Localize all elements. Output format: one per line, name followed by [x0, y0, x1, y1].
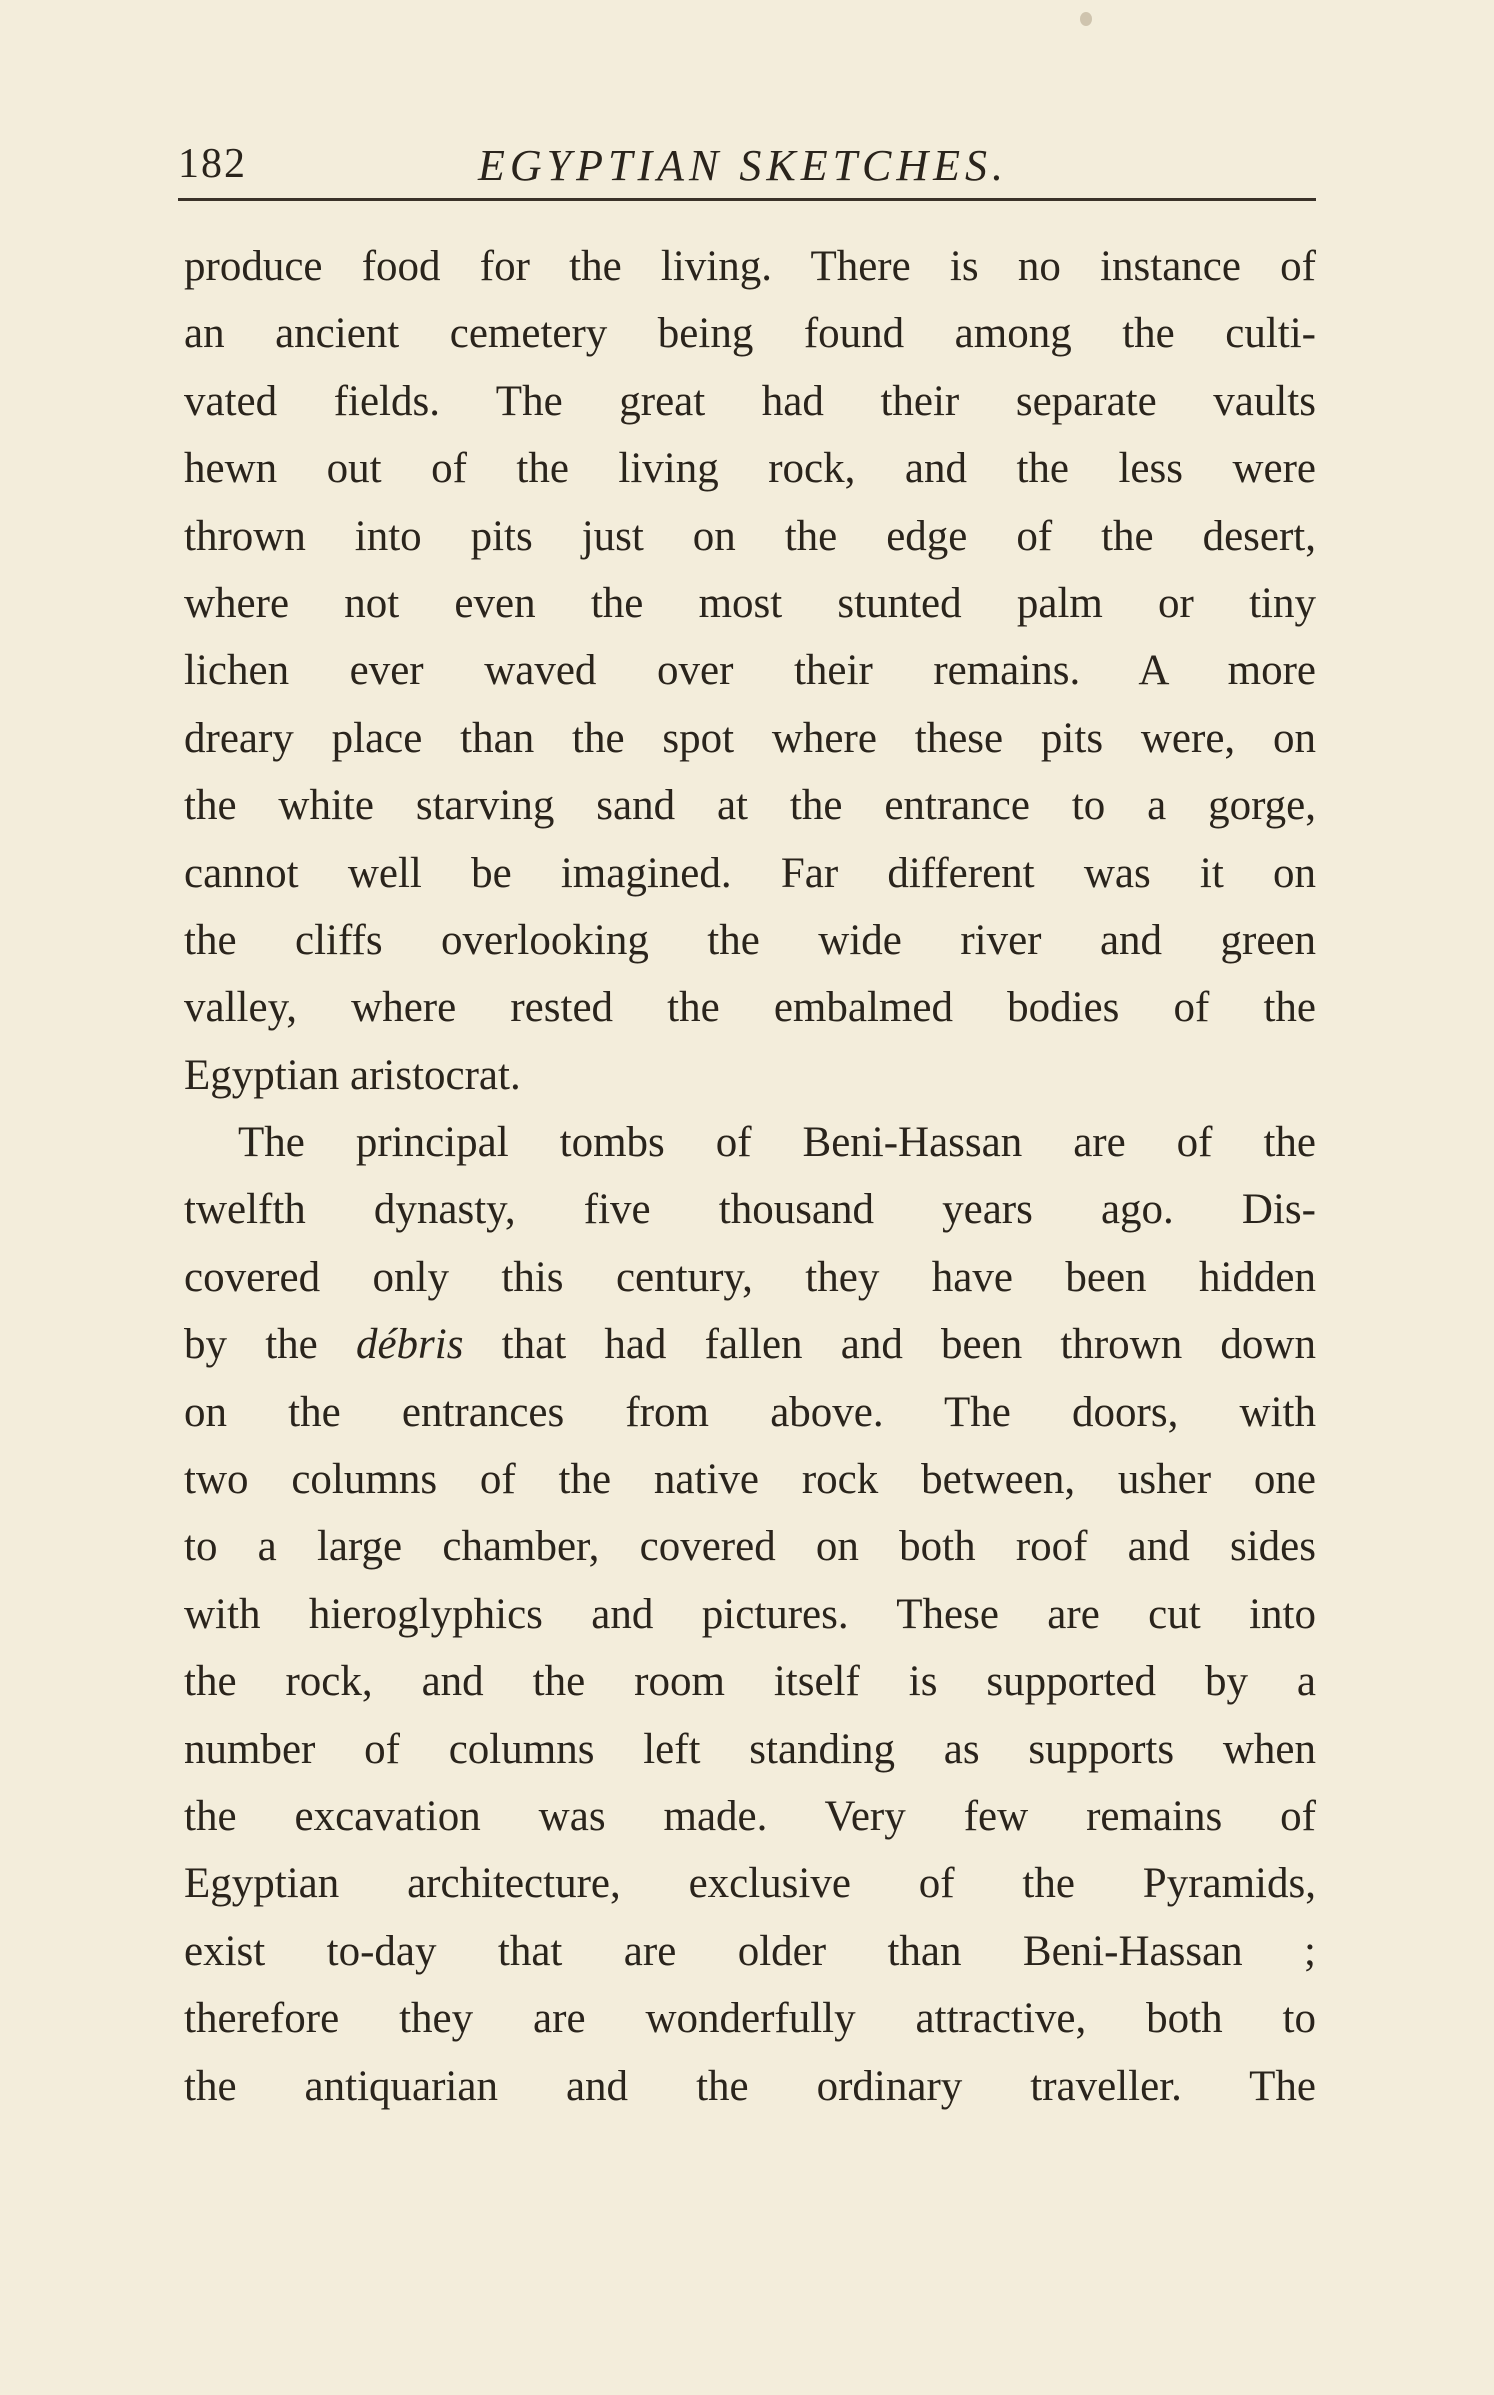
paper-spot — [1080, 12, 1092, 26]
text-line: Egyptian architecture, exclusive of the Pyramids, — [184, 1860, 1316, 1908]
text-line-with-italic — [184, 1311, 1316, 1378]
text-line: covered only this century, they have been hidden — [184, 1253, 1316, 1301]
text-line: the excavation was made. Very few remains of — [184, 1792, 1316, 1840]
text-line: vated fields. The great had their separate vaults — [184, 377, 1316, 425]
text-line: with hieroglyphics and pictures. These are cut into — [184, 1590, 1316, 1638]
text-line: the cliffs overlooking the wide river and green — [184, 916, 1316, 964]
header-rule — [178, 198, 1316, 201]
text-line: twelfth dynasty, five thousand years ago. Dis- — [184, 1186, 1316, 1234]
text-line: an ancient cemetery being found among the culti- — [184, 310, 1316, 358]
text-line: The principal tombs of Beni-Hassan are of the — [238, 1119, 1316, 1167]
text-line: the white starving sand at the entrance to a gorge, — [184, 782, 1316, 830]
text-line: dreary place than the spot where these pits were, on — [184, 714, 1316, 762]
italic-word: débris — [355, 1321, 464, 1369]
paragraph-1 — [184, 233, 1316, 1109]
line-text-before: by the — [184, 1321, 356, 1369]
text-line: lichen ever waved over their remains. A more — [184, 647, 1316, 695]
text-line: exist to-day that are older than Beni-Hassan ; — [184, 1927, 1316, 1975]
text-line: the rock, and the room itself is supported by a — [184, 1658, 1316, 1706]
text-line: the antiquarian and the ordinary traveller. The — [184, 2062, 1316, 2110]
paragraph-2 — [184, 1109, 1316, 2120]
page-number: 182 — [178, 141, 247, 187]
running-title: EGYPTIAN SKETCHES. — [478, 141, 1009, 190]
text-line: produce food for the living. There is no instance of — [184, 243, 1316, 290]
text-line: on the entrances from above. The doors, with — [184, 1388, 1316, 1436]
text-line: cannot well be imagined. Far different was it on — [184, 849, 1316, 897]
text-line: to a large chamber, covered on both roof and sides — [184, 1523, 1316, 1571]
text-line: therefore they are wonderfully attractive, both to — [184, 1995, 1316, 2043]
page-header — [178, 140, 1316, 196]
text-line: Egyptian aristocrat. — [184, 1051, 521, 1099]
text-line: thrown into pits just on the edge of the desert, — [184, 512, 1316, 560]
text-line: valley, where rested the embalmed bodies of the — [184, 984, 1316, 1032]
text-line: number of columns left standing as supports when — [184, 1725, 1316, 1773]
text-line: where not even the most stunted palm or tiny — [184, 579, 1316, 627]
text-line: two columns of the native rock between, usher one — [184, 1456, 1316, 1504]
body-text — [184, 233, 1316, 2120]
line-text-after: that had fallen and been thrown down — [463, 1321, 1316, 1369]
text-line: hewn out of the living rock, and the less were — [184, 445, 1316, 493]
